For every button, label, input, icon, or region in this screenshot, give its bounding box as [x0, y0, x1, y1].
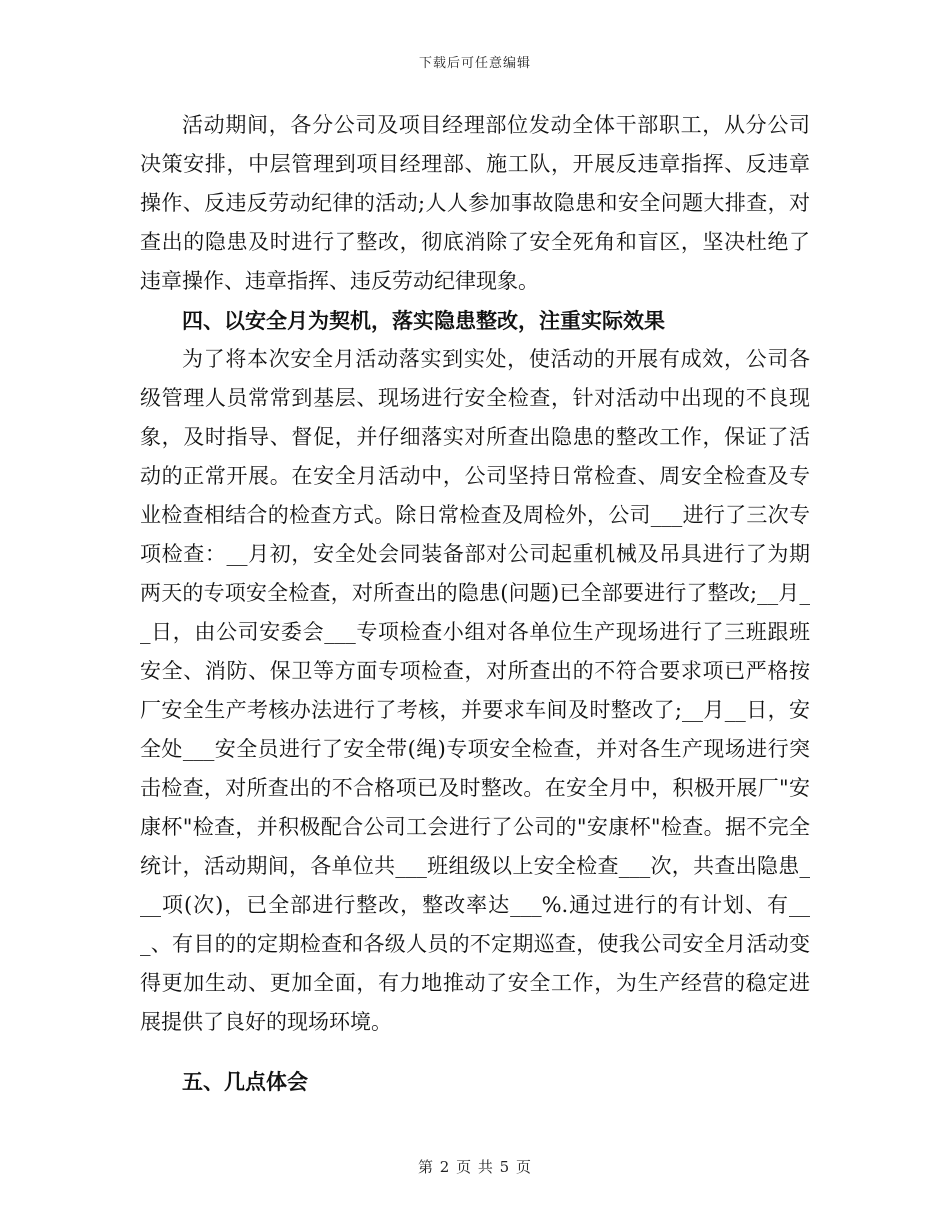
paragraph-safety-month-inspection: 为了将本次安全月活动落实到实处，使活动的开展有成效，公司各级管理人员常常到基层、现场进行安全检查，针对活动中出现的不良现象，及时指导、督促，并仔细落实对所查出隐患的整改工作，保证了活动的正常开展。在安全月活动中，公司坚持日常检查、周安全检查及专业检查相结合的检查方式。除日常检查及周检外，公司___进行了三次专项检查：__月初，安全处会同装备部对公司起重机械及吊具进行了为期两天的专项安全检查，对所查出的隐患(问题)已全部要进行了整改;__月__日，由公司安委会___专项检查小组对各单位生产现场进行了三班跟班安全、消防、保卫等方面专项检查，对所查出的不符合要求项已严格按厂安全生产考核办法进行了考核，并要求车间及时整改了;__月__日，安全处___安全员进行了安全带(绳)专项安全检查，并对各生产现场进行突击检查，对所查出的不合格项已及时整改。在安全月中，积极开展厂"安康杯"检查，并积极配合公司工会进行了公司的"安康杯"检查。据不完全统计，活动期间，各单位共___班组级以上安全检查___次，共查出隐患___项(次)，已全部进行整改，整改率达___%.通过进行的有计划、有___、有目的的定期检查和各级人员的不定期巡查，使我公司安全月活动变得更加生动、更加全面，有力地推动了安全工作，为生产经营的稳定进展提供了良好的现场环境。	[140, 347, 810, 1034]
document-body	[140, 106, 810, 1101]
paragraph-activity-period: 活动期间，各分公司及项目经理部位发动全体干部职工，从分公司决策安排，中层管理到项目经理部、施工队，开展反违章指挥、反违章操作、反违反劳动纪律的活动;人人参加事故隐患和安全问题大排查，对查出的隐患及时进行了整改，彻底消除了安全死角和盲区，坚决杜绝了违章操作、违章指挥、违反劳动纪律现象。	[140, 113, 810, 293]
section-heading-4: 四、以安全月为契机，落实隐患整改，注重实际效果	[182, 308, 665, 333]
section-heading-5: 五、几点体会	[182, 1069, 308, 1094]
page-number: 第 2 页 共 5 页	[418, 1158, 532, 1176]
page-header-note: 下载后可任意编辑	[418, 56, 531, 71]
